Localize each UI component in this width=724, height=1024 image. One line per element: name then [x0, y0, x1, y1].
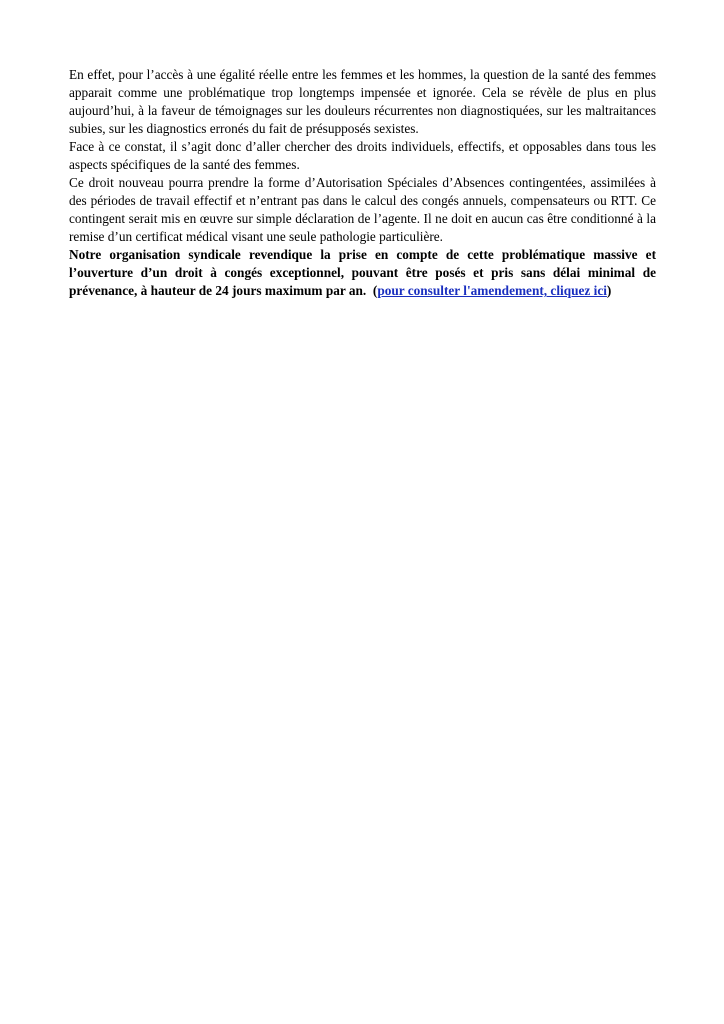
- amendment-link[interactable]: pour consulter l'amendement, cliquez ici: [377, 283, 607, 298]
- paragraph-constat: Face à ce constat, il s’agit donc d’aller chercher des droits individuels, effectifs, et opposables dans tous les aspects spécifiques de la santé des femmes.: [69, 139, 656, 172]
- paragraph-intro: En effet, pour l’accès à une égalité réelle entre les femmes et les hommes, la question de la santé des femmes apparait comme une problématique trop longtemps impensée et ignorée. Cela se révèle de plus en plus aujourd’hui, à la faveur de témoignages sur les douleurs récurrentes non diagnostiquées, sur les maltraitances subies, sur les diagnostics erronés du fait de présupposés sexistes.: [69, 67, 656, 136]
- document-body: [69, 66, 656, 300]
- link-close-paren: ): [606, 283, 612, 298]
- paragraph-droit-nouveau: Ce droit nouveau pourra prendre la forme d’Autorisation Spéciales d’Absences contingentées, assimilées à des périodes de travail effectif et n’entrant pas dans le calcul des congés annuels, compensateurs ou RTT. Ce contingent serait mis en œuvre sur simple déclaration de l’agente. Il ne doit en aucun cas être conditionné à la remise d’un certificat médical visant une seule pathologie particulière.: [69, 175, 656, 244]
- paragraph-revendication: [69, 246, 656, 300]
- revendication-text: Notre organisation syndicale revendique la prise en compte de cette problématique massive et l’ouverture d’un droit à congés exceptionnel, pouvant être posés et pris sans délai minimal de prévenance, à hauteur de 24 jours maximum par an.: [69, 247, 656, 298]
- link-open-paren: (: [372, 283, 378, 298]
